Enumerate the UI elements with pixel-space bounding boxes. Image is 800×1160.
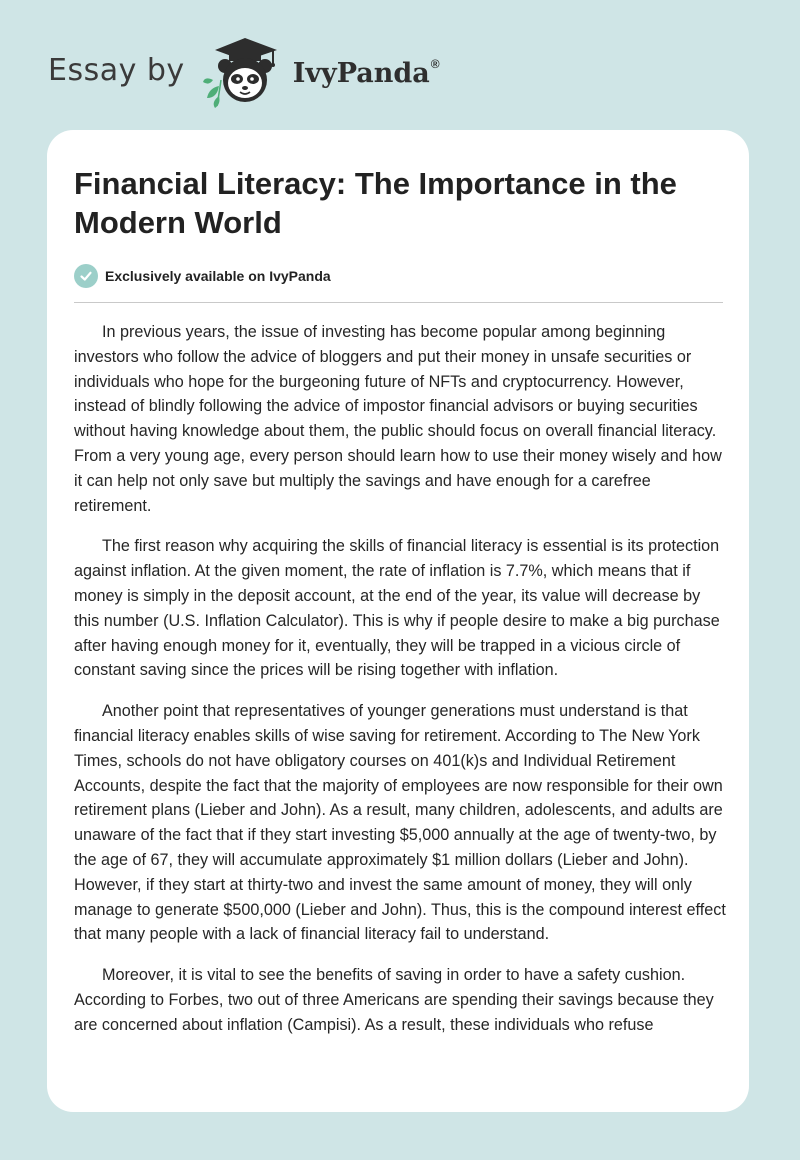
paragraph: Moreover, it is vital to see the benefits of saving in order to have a safety cushion. According to Forbes, two out of three Americans are spending their savings because they are concerned about inflation (Campisi). As a result, these individuals who refuse <box>74 966 714 1034</box>
registered-mark: ® <box>430 57 440 71</box>
badge-text: Exclusively available on IvyPanda <box>105 268 331 284</box>
logo-brand-text: IvyPanda <box>292 58 430 89</box>
check-mark-glyph <box>79 269 93 283</box>
paragraph: Another point that representatives of younger generations must understand is that financial literacy enables skills of wise saving for retirement. According to The New York Times, schools do not have obligatory courses on 401(k)s and Individual Retirement Accounts, despite the fact that the majority of employees are now responsible for their own retirement plans (Lieber and John). As a result, many children, adolescents, and adults are unaware of the fact that if they start investing $5,000 annually at the age of twenty-two, by the age of 67, they will accumulate approximately $1 million dollars (Lieber and John). However, if they start at thirty-two and invest the same amount of money, they will only manage to generate $500,000 (Lieber and John). Thus, this is the compound interest effect that many people with a lack of financial literacy fail to understand. <box>74 702 726 944</box>
logo-essay-by-text: Essay by <box>48 52 185 88</box>
page-title: Financial Literacy: The Importance in the Modern World <box>74 166 677 240</box>
paragraph: The first reason why acquiring the skills of financial literacy is essential is its protection against inflation. At the given moment, the rate of inflation is 7.7%, which means that if money is simply in the deposit account, at the end of the year, its value will decrease by this number (U.S. Inflation Calculator). This is why if people desire to make a big purchase after having enough money for it, eventually, they will be trapped in a vicious circle of constant saving since the prices will be rising together with inflation. <box>74 537 720 680</box>
site-logo[interactable] <box>48 36 440 108</box>
exclusive-badge <box>74 264 331 288</box>
logo-brand-name <box>293 57 440 89</box>
panda-graduate-icon <box>201 36 285 108</box>
check-icon <box>74 264 98 288</box>
essay-card <box>47 130 749 1112</box>
essay-body <box>74 320 726 1054</box>
divider <box>74 302 723 303</box>
paragraph: In previous years, the issue of investing has become popular among beginning investors who follow the advice of bloggers and put their money in unsafe securities or individuals who hope for the burgeoning future of NFTs and cryptocurrency. However, instead of blindly following the advice of impostor financial advisors or buying securities without having knowledge about them, the public should focus on overall financial literacy. From a very young age, every person should learn how to use their money wisely and how it can help not only save but multiply the savings and have enough for a carefree retirement. <box>74 323 722 515</box>
